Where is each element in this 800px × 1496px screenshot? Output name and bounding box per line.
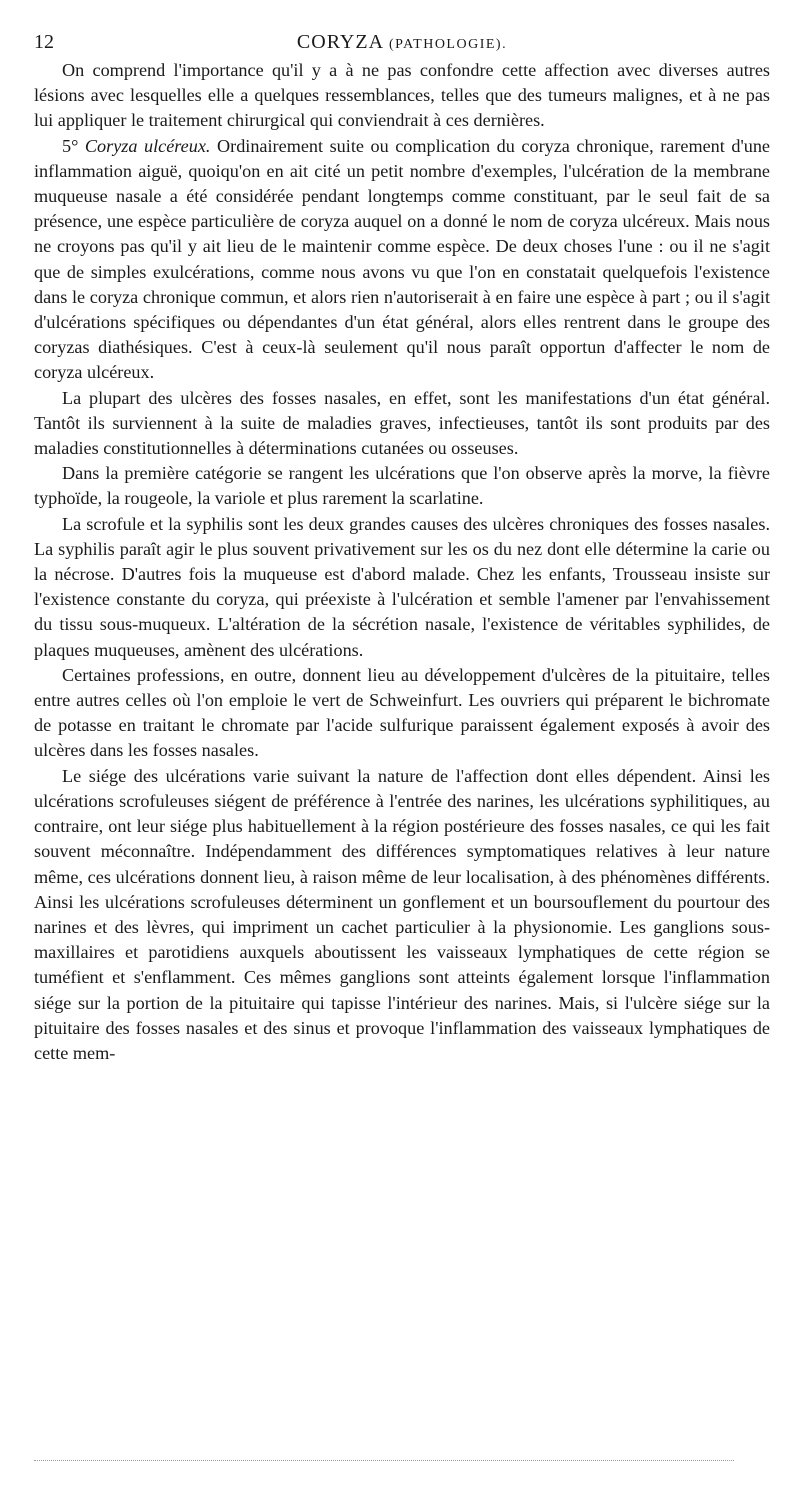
body-text [34, 58, 770, 1066]
page-number: 12 [34, 31, 54, 53]
section-number: 5° [62, 135, 85, 156]
paragraph: On comprend l'importance qu'il y a à ne pas confondre cette affection avec diverses autres lésions avec lesquelles elle a quelques ressemblances, telles que des tumeurs malignes, et à ne pas lui appliquer le traitement chirurgical qui conviendrait à ces dernières. [34, 60, 770, 131]
paragraph: La scrofule et la syphilis sont les deux grandes causes des ulcères chroniques des fosses nasales. La syphilis paraît agir le plus souvent privativement sur les os du nez dont elle détermine la carie ou la nécrose. D'autres fois la muqueuse est d'abord malade. Chez les enfants, Trousseau insiste sur l'existence constante du coryza, qui préexiste à l'ulcération et semble l'amener par l'envahissement du tissu sous-muqueux. L'altération de la sécrétion nasale, l'existence de véritables syphilides, de plaques muqueuses, amènent des ulcérations. [34, 513, 770, 660]
paragraph: Certaines professions, en outre, donnent lieu au développement d'ulcères de la pituitaire, telles entre autres celles où l'on emploie le vert de Schweinfurt. Les ouvriers qui préparent le bichromate de potasse en traitant le chromate par l'acide sulfurique paraissent également exposés à avoir des ulcères dans les fosses nasales. [34, 664, 770, 761]
paragraph: Le siége des ulcérations varie suivant la nature de l'affection dont elles dépendent. Ainsi les ulcérations scrofuleuses siégent de préférence à l'entrée des narines, les ulcérations syphilitiques, au contraire, ont leur siége plus habituellement à la région postérieure des fosses nasales, ce qui les fait souvent méconnaître. Indépendamment des différences symptomatiques relatives à leur nature même, ces ulcérations donnent lieu, à raison même de leur localisation, à des phénomènes différents. Ainsi les ulcérations scrofuleuses déterminent un gonflement et un boursouflement du pourtour des narines et des lèvres, qui impriment un cachet particulier à la physionomie. Les ganglions sous-maxillaires et parotidiens auxquels aboutissent les vaisseaux lymphatiques de cette région se tuméfient et s'enflamment. Ces mêmes ganglions sont atteints également lorsque l'inflammation siége sur la portion de la pituitaire qui tapisse l'intérieur des narines. Mais, si l'ulcère siége sur la pituitaire des fosses nasales et des sinus et provoque l'inflammation des vaisseaux lymphatiques de cette mem- [34, 765, 770, 1063]
paragraph: Dans la première catégorie se rangent les ulcérations que l'on observe après la morve, la fièvre typhoïde, la rougeole, la variole et plus rarement la scarlatine. [34, 463, 770, 509]
running-head-subtitle: (PATHOLOGIE). [388, 37, 508, 52]
document-page [34, 26, 770, 1066]
paragraph: La plupart des ulcères des fosses nasales, en effet, sont les manifestations d'un état général. Tantôt ils surviennent à la suite de maladies graves, infectieuses, tantôt ils sont produits par des maladies constitutionnelles à déterminations cutanées ou osseuses. [34, 387, 770, 459]
running-head [34, 26, 770, 61]
running-head-title: CORYZA [296, 31, 383, 53]
footer-rule [34, 1460, 734, 1461]
paragraph-coryza-ulcereux [34, 134, 770, 386]
paragraph-text: Ordinairement suite ou complication du coryza chronique, rarement d'une inflammation aiguë, quoiqu'on en ait cité un petit nombre d'exemples, l'ulcération de la membrane muqueuse nasale a été considérée pendant longtemps comme constituant, par le seul fait de sa présence, une espèce particulière de coryza auquel on a donné le nom de coryza ulcéreux. Mais nous ne croyons pas qu'il y ait lieu de le maintenir comme espèce. De deux choses l'une : ou il ne s'agit que de simples exulcérations, comme nous avons vu que l'on en constatait quelquefois l'existence dans le coryza chronique commun, et alors rien n'autoriserait à en faire une espèce à part ; ou il s'agit d'ulcérations spécifiques ou dépendantes d'un état général, alors elles rentrent dans le groupe des coryzas diathésiques. C'est à ceux-là seulement qu'il nous paraît opportun d'affecter le nom de coryza ulcéreux. [34, 135, 770, 383]
page-header [34, 26, 770, 58]
section-title: Coryza ulcéreux. [84, 135, 211, 156]
